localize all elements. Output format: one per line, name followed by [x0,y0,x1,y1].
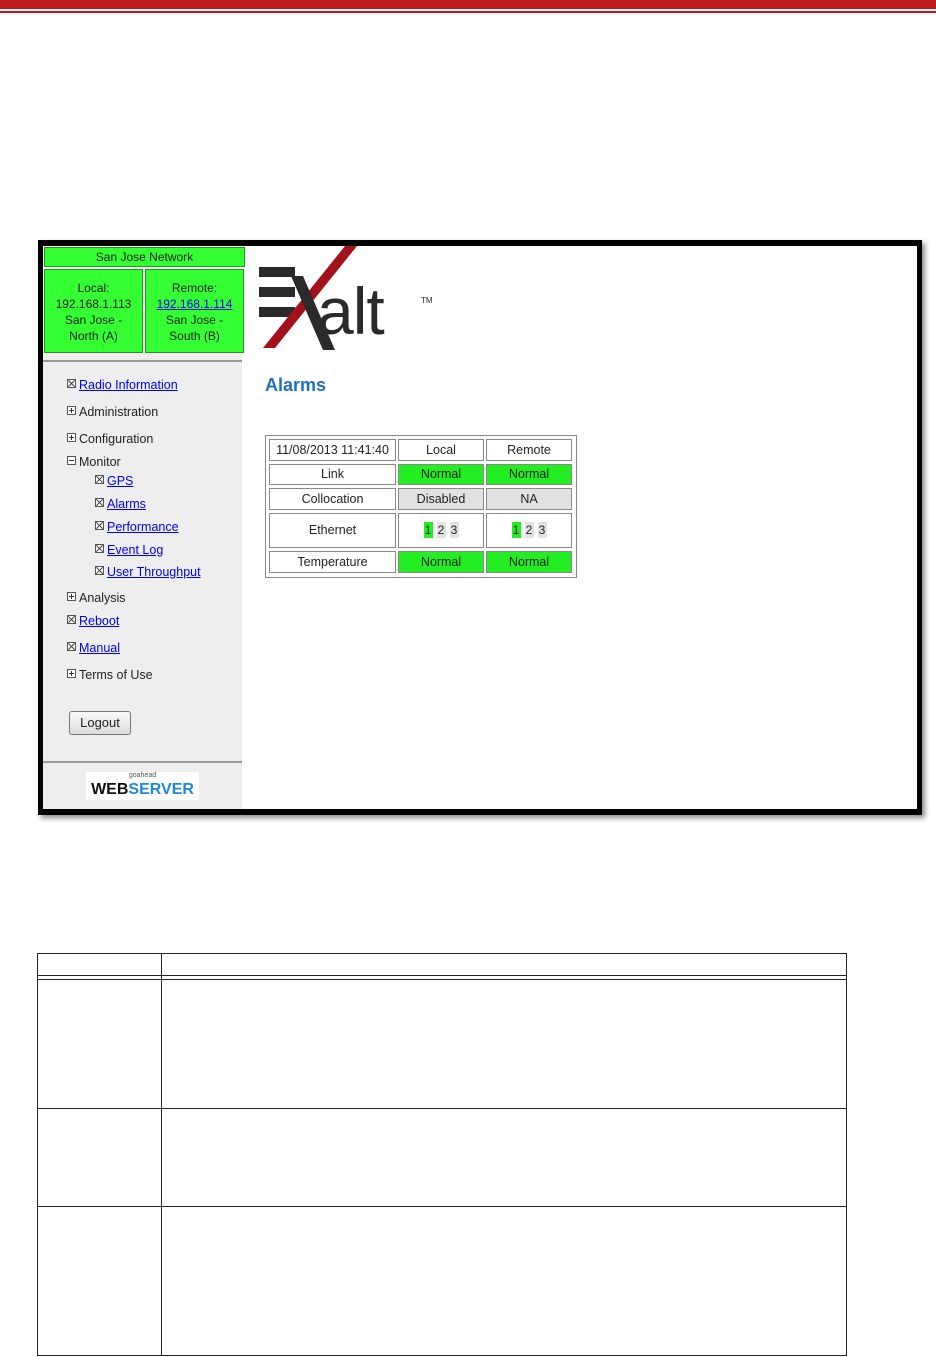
network-box [43,246,245,354]
alarm-timestamp: 11/08/2013 11:41:40 [269,439,396,461]
collapse-icon[interactable] [67,456,76,465]
nav-label-administration[interactable]: Administration [79,405,159,419]
table-row-divider [38,1206,846,1207]
page-icon [95,544,104,553]
nav-link-alarms[interactable]: Alarms [107,497,146,511]
nav-divider-bottom [43,761,242,763]
row-label-collocation: Collocation [269,488,396,510]
logo-server-text: SERVER [128,781,194,798]
nav-label-configuration[interactable]: Configuration [79,432,154,446]
browser-viewport [43,246,917,809]
nav-link-performance[interactable]: Performance [107,520,179,534]
table-header-rule [38,975,846,976]
page-icon [95,498,104,507]
remote-ip-link[interactable]: 192.168.1.114 [156,297,233,311]
nav-item-configuration[interactable] [67,432,153,446]
nav-label-monitor[interactable]: Monitor [79,455,121,469]
nav-item-analysis[interactable] [67,591,126,605]
local-site-line2: North (A) [69,329,118,343]
table-header-rule-double [38,979,846,980]
ethernet-port-3: 3 [450,523,458,537]
local-label: Local: [77,281,110,295]
ethernet-remote-ports [486,513,572,548]
ethernet-port-2: 2 [525,523,533,537]
page-icon [67,379,76,388]
ethernet-local-ports [398,513,484,548]
ethernet-port-1: 1 [512,523,520,537]
nav-item-performance[interactable] [95,520,179,534]
nav-item-event-log[interactable] [95,543,163,557]
nav-item-alarms[interactable] [95,497,146,511]
nav-link-gps[interactable]: GPS [107,474,134,488]
column-header-remote: Remote [486,439,572,461]
page-icon [95,566,104,575]
nav-item-gps[interactable] [95,474,133,488]
exalt-logo [257,246,437,356]
brand-name: alt [317,274,384,348]
expand-icon[interactable] [67,433,76,442]
logout-button[interactable]: Logout [69,711,131,735]
row-label-ethernet: Ethernet [269,513,396,548]
screenshot-frame [38,240,922,815]
table-row-divider [38,1108,846,1109]
collocation-remote-status: NA [486,488,572,510]
page-title: Alarms [265,375,327,395]
logo-small-text: goahead [128,772,157,779]
remote-site-line1: San Jose - [165,313,224,327]
column-header-local: Local [398,439,484,461]
nav-item-reboot[interactable] [67,614,119,628]
row-label-temperature: Temperature [269,551,396,573]
nav-link-event-log[interactable]: Event Log [107,543,164,557]
local-radio-cell [44,269,143,353]
remote-label: Remote: [171,281,218,295]
page-icon [95,521,104,530]
page-icon [67,615,76,624]
page-icon [67,642,76,651]
network-title: San Jose Network [44,247,245,267]
nav-item-administration[interactable] [67,405,158,419]
nav-link-radio-information[interactable]: Radio Information [79,378,178,392]
link-remote-status: Normal [486,464,572,485]
nav-item-terms-of-use[interactable] [67,668,153,682]
logo-web-text: WEB [91,781,129,798]
nav-label-analysis[interactable]: Analysis [79,591,126,605]
nav-link-user-throughput[interactable]: User Throughput [107,565,201,579]
logo-wordmark [86,781,199,799]
brand-trademark: TM [421,296,433,305]
header-rule-thick [0,0,936,9]
ethernet-port-3: 3 [538,523,546,537]
description-table [37,953,847,1356]
remote-site-line2: South (B) [169,329,220,343]
nav-item-radio-information[interactable] [67,378,178,392]
table-column-divider [161,954,162,1355]
left-nav [43,246,242,809]
temperature-remote-status: Normal [486,551,572,573]
collocation-local-status: Disabled [398,488,484,510]
alarm-table [265,435,577,578]
nav-item-monitor[interactable] [67,455,121,469]
nav-link-manual[interactable]: Manual [79,641,120,655]
ethernet-port-1: 1 [424,523,432,537]
link-local-status: Normal [398,464,484,485]
nav-divider [43,360,242,362]
nav-label-terms-of-use[interactable]: Terms of Use [79,668,153,682]
header-rule-thin [0,11,936,13]
remote-radio-cell [145,269,244,353]
page-icon [95,475,104,484]
goahead-webserver-logo [86,772,199,800]
temperature-local-status: Normal [398,551,484,573]
local-ip: 192.168.1.113 [55,297,132,311]
expand-icon[interactable] [67,406,76,415]
row-label-link: Link [269,464,396,485]
ethernet-port-2: 2 [437,523,445,537]
nav-item-user-throughput[interactable] [95,565,201,579]
nav-link-reboot[interactable]: Reboot [79,614,120,628]
local-site-line1: San Jose - [64,313,123,327]
nav-item-manual[interactable] [67,641,120,655]
expand-icon[interactable] [67,592,76,601]
expand-icon[interactable] [67,669,76,678]
